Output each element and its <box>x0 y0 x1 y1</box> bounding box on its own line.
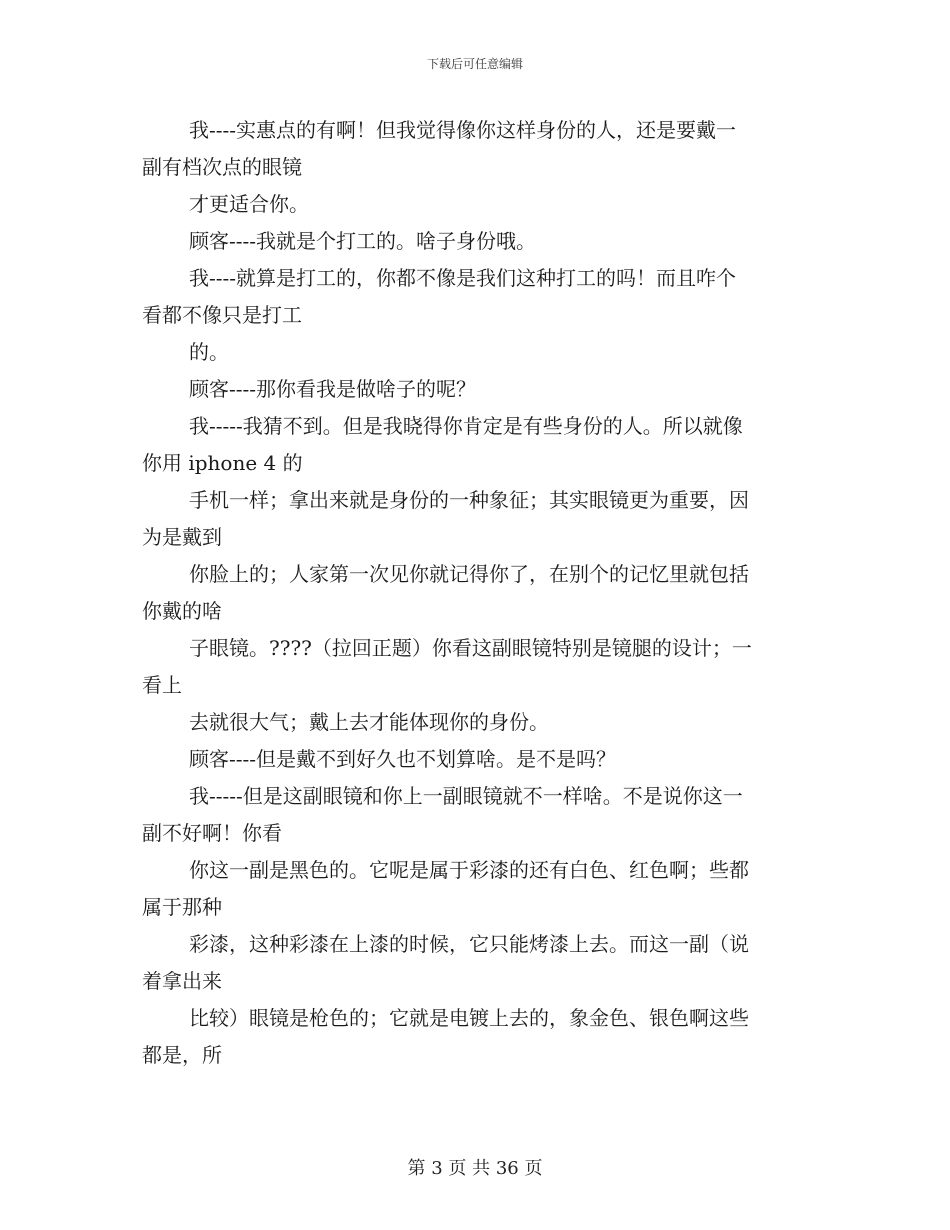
text-line: 属于那种 <box>142 895 222 919</box>
text-line: 你戴的啥 <box>142 599 222 623</box>
text-line: 我-----我猜不到。但是我晓得你肯定是有些身份的人。所以就像 <box>189 414 743 438</box>
text-line: 副不好啊！你看 <box>142 821 282 845</box>
text-line: 顾客----我就是个打工的。啥子身份哦。 <box>189 229 537 253</box>
page-footer: 第 3 页 共 36 页 <box>407 1158 543 1179</box>
text-line: 你脸上的；人家第一次见你就记得你了，在别个的记忆里就包括 <box>189 562 749 586</box>
text-line: 都是，所 <box>142 1043 222 1067</box>
document-body <box>142 112 814 1074</box>
text-line: 我----就算是打工的，你都不像是我们这种打工的吗！而且咋个 <box>189 266 737 290</box>
text-line: 才更适合你。 <box>189 192 309 216</box>
text-line: 彩漆，这种彩漆在上漆的时候，它只能烤漆上去。而这一副（说 <box>189 932 749 956</box>
text-line: 子眼镜。????（拉回正题）你看这副眼镜特别是镜腿的设计；一 <box>189 636 752 660</box>
text-line: 看都不像只是打工 <box>142 303 302 327</box>
text-line: 你这一副是黑色的。它呢是属于彩漆的还有白色、红色啊；些都 <box>189 858 749 882</box>
text-line: 去就很大气；戴上去才能体现你的身份。 <box>189 710 549 734</box>
text-line: 顾客----那你看我是做啥子的呢？ <box>189 377 477 401</box>
text-line: 的。 <box>189 340 229 364</box>
text-line: 你用 iphone 4 的 <box>142 451 303 475</box>
text-line: 着拿出来 <box>142 969 222 993</box>
page-header: 下载后可任意编辑 <box>426 57 523 71</box>
text-line: 我-----但是这副眼镜和你上一副眼镜就不一样啥。不是说你这一 <box>189 784 743 808</box>
text-line: 手机一样；拿出来就是身份的一种象征；其实眼镜更为重要，因 <box>189 488 749 512</box>
text-line: 为是戴到 <box>142 525 222 549</box>
text-line: 顾客----但是戴不到好久也不划算啥。是不是吗？ <box>189 747 617 771</box>
text-line: 看上 <box>142 673 182 697</box>
text-line: 我----实惠点的有啊！但我觉得像你这样身份的人，还是要戴一 <box>189 118 737 142</box>
text-line: 比较）眼镜是枪色的；它就是电镀上去的，象金色、银色啊这些 <box>189 1006 749 1030</box>
text-line: 副有档次点的眼镜 <box>142 155 302 179</box>
